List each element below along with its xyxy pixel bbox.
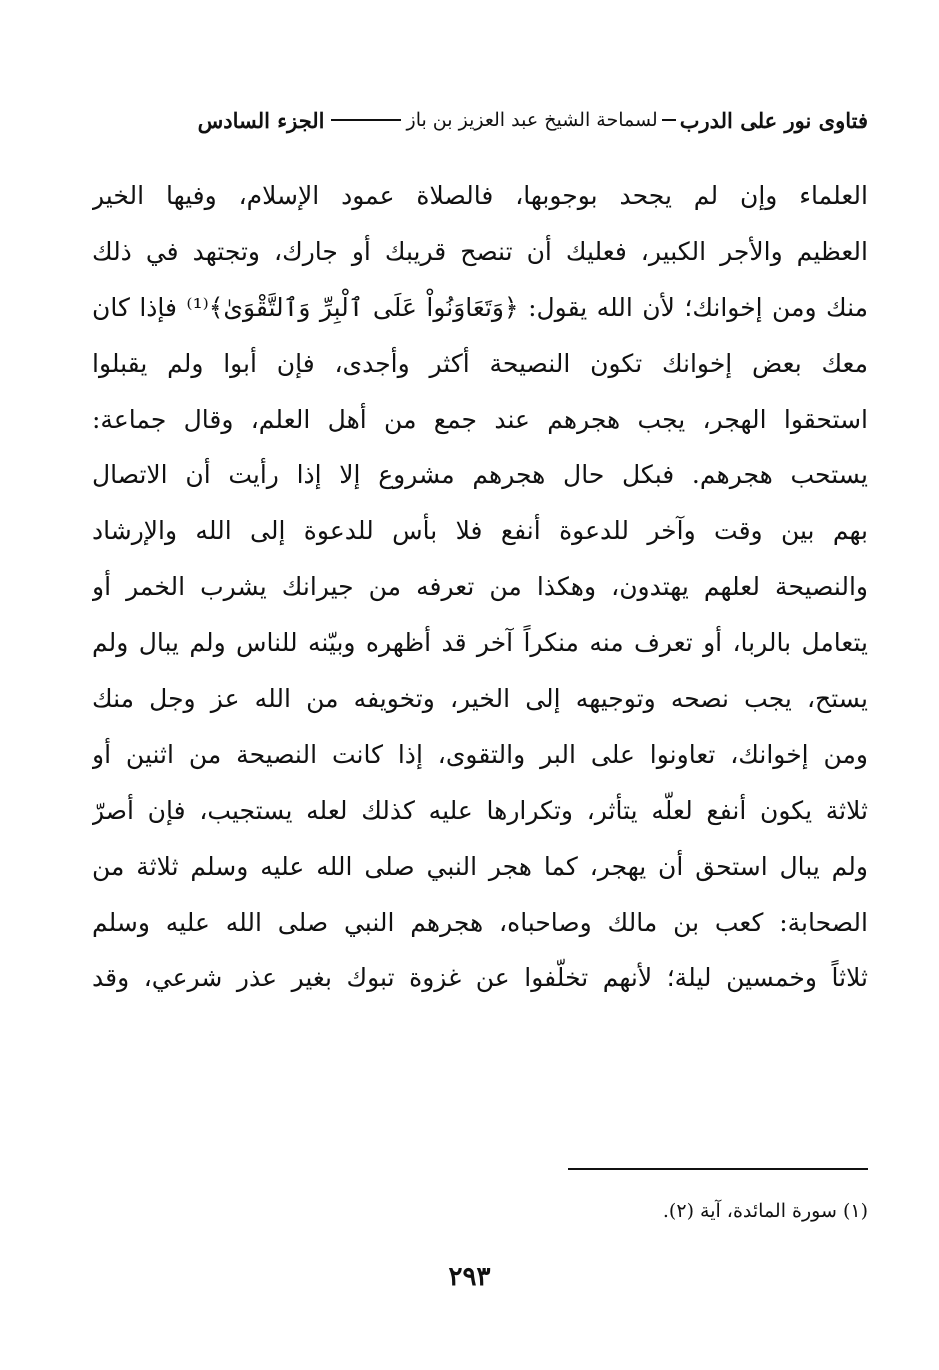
body-line: استحقوا الهجر، يجب هجرهم عند جمع من أهل العلم، وقال جماعة: <box>92 404 868 434</box>
body-line: ومن إخوانك، تعاونوا على البر والتقوى، إذا كانت النصيحة من اثنين أو <box>92 739 868 769</box>
body-line: ثلاثة يكون أنفع لعلّه يتأثر، وتكرارها عليه كذلك لعله يستجيب، فإن أصرّ <box>92 795 868 825</box>
body-line: يستحب هجرهم. فبكل حال هجرهم مشروع إلا إذا رأيت أن الاتصال <box>92 460 868 490</box>
body-line: ولم يبال استحق أن يهجر، كما هجر النبي صلى الله عليه وسلم ثلاثة من <box>92 851 868 881</box>
book-title: فتاوى نور على الدرب <box>679 107 868 133</box>
footnote: (١) سورة المائدة، آية (٢). <box>662 1200 868 1222</box>
volume-label: الجزء السادس <box>197 107 325 133</box>
body-line: بهم بين وقت وآخر للدعوة أنفع فلا بأس للدعوة إلى الله والإرشاد <box>92 516 868 546</box>
page-number: ٢٩٣ <box>448 1262 491 1292</box>
body-line: والنصيحة لعلهم يهتدون، وهكذا من تعرفه من جيرانك يشرب الخمر أو <box>92 572 868 602</box>
header-separator-short <box>662 119 676 121</box>
body-line: يتعامل بالربا، أو تعرف منه منكراً آخر قد أظهره وبيّنه للناس ولم يبال ولم <box>92 628 868 658</box>
body-text <box>92 168 868 1006</box>
body-line: معك بعض إخوانك تكون النصيحة أكثر وأجدى، فإن أبوا ولم يقبلوا <box>92 348 868 378</box>
footnote-divider <box>568 1168 868 1170</box>
running-header <box>92 100 868 140</box>
body-line: العلماء وإن لم يجحد بوجوبها، فالصلاة عمود الإسلام، وفيها الخير <box>92 181 868 210</box>
body-line: يستح، يجب نصحه وتوجيهه إلى الخير، وتخويفه من الله عز وجل منك <box>92 684 868 714</box>
header-separator-long <box>331 119 401 121</box>
body-line: منك ومن إخوانك؛ لأن الله يقول: ﴿وَتَعَاوَنُواْ عَلَى ٱلْبِرِّ وَٱلتَّقْوَىٰ﴾⁽¹⁾ فإذا كان <box>92 292 868 322</box>
body-line: العظيم والأجر الكبير، فعليك أن تنصح قريبك أو جارك، وتجتهد في ذلك <box>92 236 868 266</box>
author-credit: لسماحة الشيخ عبد العزيز بن باز <box>406 109 658 131</box>
body-line: ثلاثاً وخمسين ليلة؛ لأنهم تخلّفوا عن غزوة تبوك بغير عذر شرعي، وقد <box>92 963 868 993</box>
body-line: الصحابة: كعب بن مالك وصاحباه، هجرهم النبي صلى الله عليه وسلم <box>92 907 868 937</box>
